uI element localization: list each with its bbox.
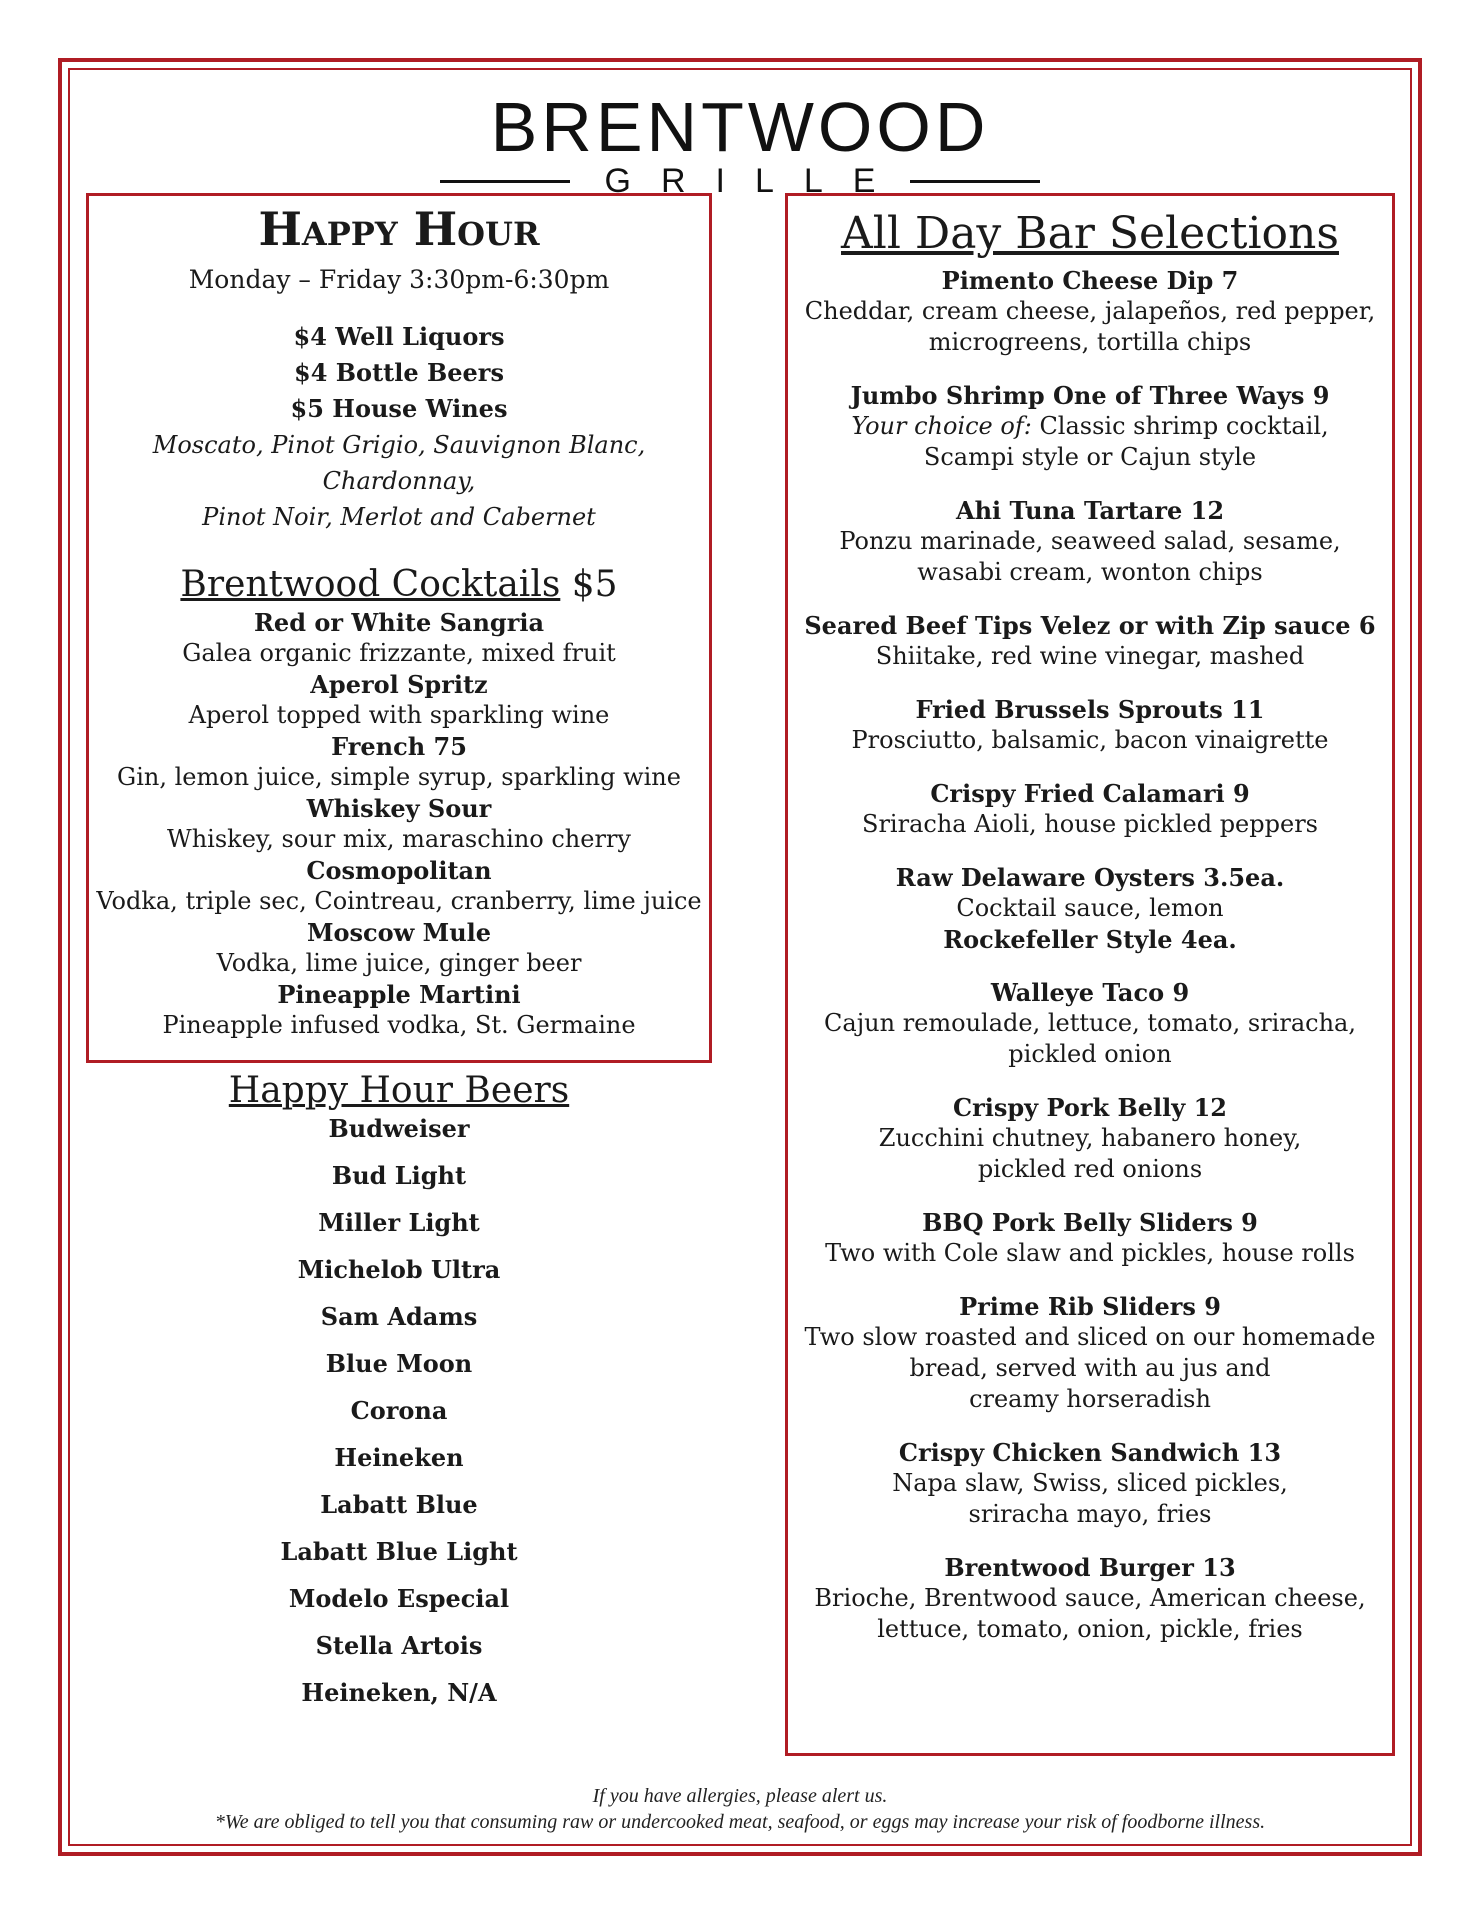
menu-item (785, 380, 1395, 473)
beer-item: Modelo Especial (288, 1584, 510, 1613)
beer-item: Heineken (334, 1443, 464, 1472)
beer-item: Corona (350, 1396, 448, 1425)
menu-item-name: Seared Beef Tips Velez or with Zip sauce 6 (804, 611, 1376, 640)
menu-item-name: Pimento Cheese Dip 7 (941, 266, 1239, 295)
cocktail-desc: Gin, lemon juice, simple syrup, sparkling wine (117, 763, 681, 791)
beer-item: Labatt Blue Light (280, 1537, 518, 1566)
menu-item-name: Crispy Pork Belly 12 (953, 1093, 1227, 1122)
menu-item (785, 1291, 1395, 1415)
left-column (86, 193, 712, 1716)
menu-item-desc: Two slow roasted and sliced on our homemade (804, 1323, 1376, 1351)
wine-list: Pinot Noir, Merlot and Cabernet (202, 503, 596, 531)
bar-heading-text: All Day Bar Selections (841, 208, 1339, 259)
menu-item (785, 977, 1395, 1070)
logo-main-text: BRENTWOOD (490, 88, 990, 166)
menu-item-desc: Shiitake, red wine vinegar, mashed (875, 642, 1305, 670)
logo-sub-text: GRILLE (604, 162, 906, 200)
menu-item-desc (785, 411, 1395, 442)
menu-item-desc: Cajun remoulade, lettuce, tomato, sriracha, (824, 1009, 1356, 1037)
footer-notice (68, 1783, 1412, 1835)
menu-item (785, 694, 1395, 756)
menu-item-extra: Rockefeller Style 4ea. (943, 925, 1237, 954)
menu-item (785, 1207, 1395, 1269)
menu-item-desc: Two with Cole slaw and pickles, house rolls (825, 1239, 1355, 1267)
cocktail-name: Pineapple Martini (277, 980, 521, 1009)
cocktail-name: Cosmopolitan (306, 856, 492, 885)
beer-item: Budweiser (328, 1114, 470, 1143)
beer-item: Michelob Ultra (297, 1255, 501, 1284)
logo-rule-right (910, 180, 1040, 183)
special-item: $4 Bottle Beers (294, 358, 504, 387)
cocktails-heading-text: Brentwood Cocktails (180, 564, 561, 605)
menu-item (785, 1437, 1395, 1530)
beer-item: Blue Moon (325, 1349, 473, 1378)
menu-item-desc: Sriracha Aioli, house pickled peppers (862, 810, 1318, 838)
menu-item-name: Fried Brussels Sprouts 11 (915, 695, 1265, 724)
cocktails-heading (86, 563, 712, 607)
beer-item: Bud Light (331, 1161, 467, 1190)
menu-item (785, 1092, 1395, 1185)
cocktail-name: Moscow Mule (306, 918, 492, 947)
beer-list (86, 1105, 712, 1716)
beer-item: Miller Light (318, 1208, 480, 1237)
bar-heading (785, 207, 1395, 261)
cocktail-desc: Aperol topped with sparkling wine (188, 701, 610, 729)
menu-item-name: Brentwood Burger 13 (944, 1553, 1236, 1582)
menu-item-desc: Brioche, Brentwood sauce, American cheese, (814, 1584, 1366, 1612)
logo-rule-left (440, 180, 570, 183)
menu-item-desc: sriracha mayo, fries (968, 1500, 1212, 1528)
beers-heading-text: Happy Hour Beers (228, 1070, 570, 1111)
menu-item (785, 495, 1395, 588)
cocktail-desc: Pineapple infused vodka, St. Germaine (162, 1011, 636, 1039)
menu-item-name: Crispy Chicken Sandwich 13 (898, 1438, 1282, 1467)
menu-item-name: Jumbo Shrimp One of Three Ways 9 (850, 381, 1330, 410)
menu-item-italic-prefix: Your choice of: (851, 412, 1032, 440)
cocktail-name: Red or White Sangria (253, 608, 544, 637)
menu-item-name: Raw Delaware Oysters 3.5ea. (895, 863, 1285, 892)
menu-item-desc: Scampi style or Cajun style (923, 443, 1257, 471)
cocktail-desc: Vodka, lime juice, ginger beer (216, 949, 582, 977)
food-safety-notice: *We are obliged to tell you that consuming raw or undercooked meat, seafood, or eggs may increase your risk of foodborne illness. (214, 1811, 1266, 1833)
menu-item-desc: pickled red onions (977, 1155, 1203, 1183)
brand-logo (440, 88, 1040, 200)
menu-item-desc: bread, served with au jus and (909, 1354, 1271, 1382)
menu-item-desc: Prosciutto, balsamic, bacon vinaigrette (851, 726, 1329, 754)
menu-item (785, 610, 1395, 672)
menu-item-desc-text: Classic shrimp cocktail, (1031, 412, 1329, 440)
menu-item-desc: lettuce, tomato, onion, pickle, fries (877, 1615, 1303, 1643)
cocktail-list (86, 607, 712, 1041)
logo-sub (440, 162, 1040, 200)
cocktail-name: Whiskey Sour (306, 794, 492, 823)
wine-list: Moscato, Pinot Grigio, Sauvignon Blanc, Chardonnay, (152, 431, 646, 495)
menu-item-desc: Cheddar, cream cheese, jalapeños, red pepper, (804, 297, 1376, 325)
menu-item-desc: Cocktail sauce, lemon (956, 894, 1224, 922)
menu-item (785, 1552, 1395, 1645)
menu-item-desc: wasabi cream, wonton chips (917, 558, 1263, 586)
happy-hour-title: Happy Hour (258, 202, 540, 256)
menu-item (785, 862, 1395, 955)
menu-item-desc: pickled onion (1008, 1040, 1172, 1068)
menu-item-desc: microgreens, tortilla chips (928, 328, 1252, 356)
cocktails-price: $5 (571, 564, 618, 605)
menu-item (785, 778, 1395, 840)
menu-item-desc: creamy horseradish (969, 1385, 1211, 1413)
cocktail-desc: Galea organic frizzante, mixed fruit (182, 639, 616, 667)
menu-item-name: Prime Rib Sliders 9 (959, 1292, 1221, 1321)
special-item: $4 Well Liquors (293, 322, 505, 351)
happy-hour-days: Monday – Friday 3:30pm-6:30pm (188, 265, 610, 294)
cocktail-desc: Whiskey, sour mix, maraschino cherry (167, 825, 631, 853)
menu-item-desc: Zucchini chutney, habanero honey, (878, 1124, 1302, 1152)
cocktail-name: French 75 (331, 732, 467, 761)
menu-item-name: BBQ Pork Belly Sliders 9 (922, 1208, 1258, 1237)
right-column (785, 193, 1395, 1667)
beer-item: Sam Adams (320, 1302, 478, 1331)
menu-item-name: Walleye Taco 9 (990, 978, 1190, 1007)
menu-item-name: Ahi Tuna Tartare 12 (955, 496, 1225, 525)
beer-item: Stella Artois (315, 1631, 483, 1660)
menu-item-desc: Napa slaw, Swiss, sliced pickles, (892, 1469, 1288, 1497)
special-item: $5 House Wines (290, 394, 508, 423)
menu-item-desc: Ponzu marinade, seaweed salad, sesame, (839, 527, 1341, 555)
menu-item-name: Crispy Fried Calamari 9 (930, 779, 1250, 808)
allergy-notice: If you have allergies, please alert us. (592, 1785, 888, 1807)
menu-item (785, 265, 1395, 358)
cocktail-name: Aperol Spritz (310, 670, 488, 699)
cocktail-desc: Vodka, triple sec, Cointreau, cranberry, lime juice (96, 887, 702, 915)
beer-item: Labatt Blue (320, 1490, 478, 1519)
beer-item: Heineken, N/A (301, 1678, 497, 1707)
